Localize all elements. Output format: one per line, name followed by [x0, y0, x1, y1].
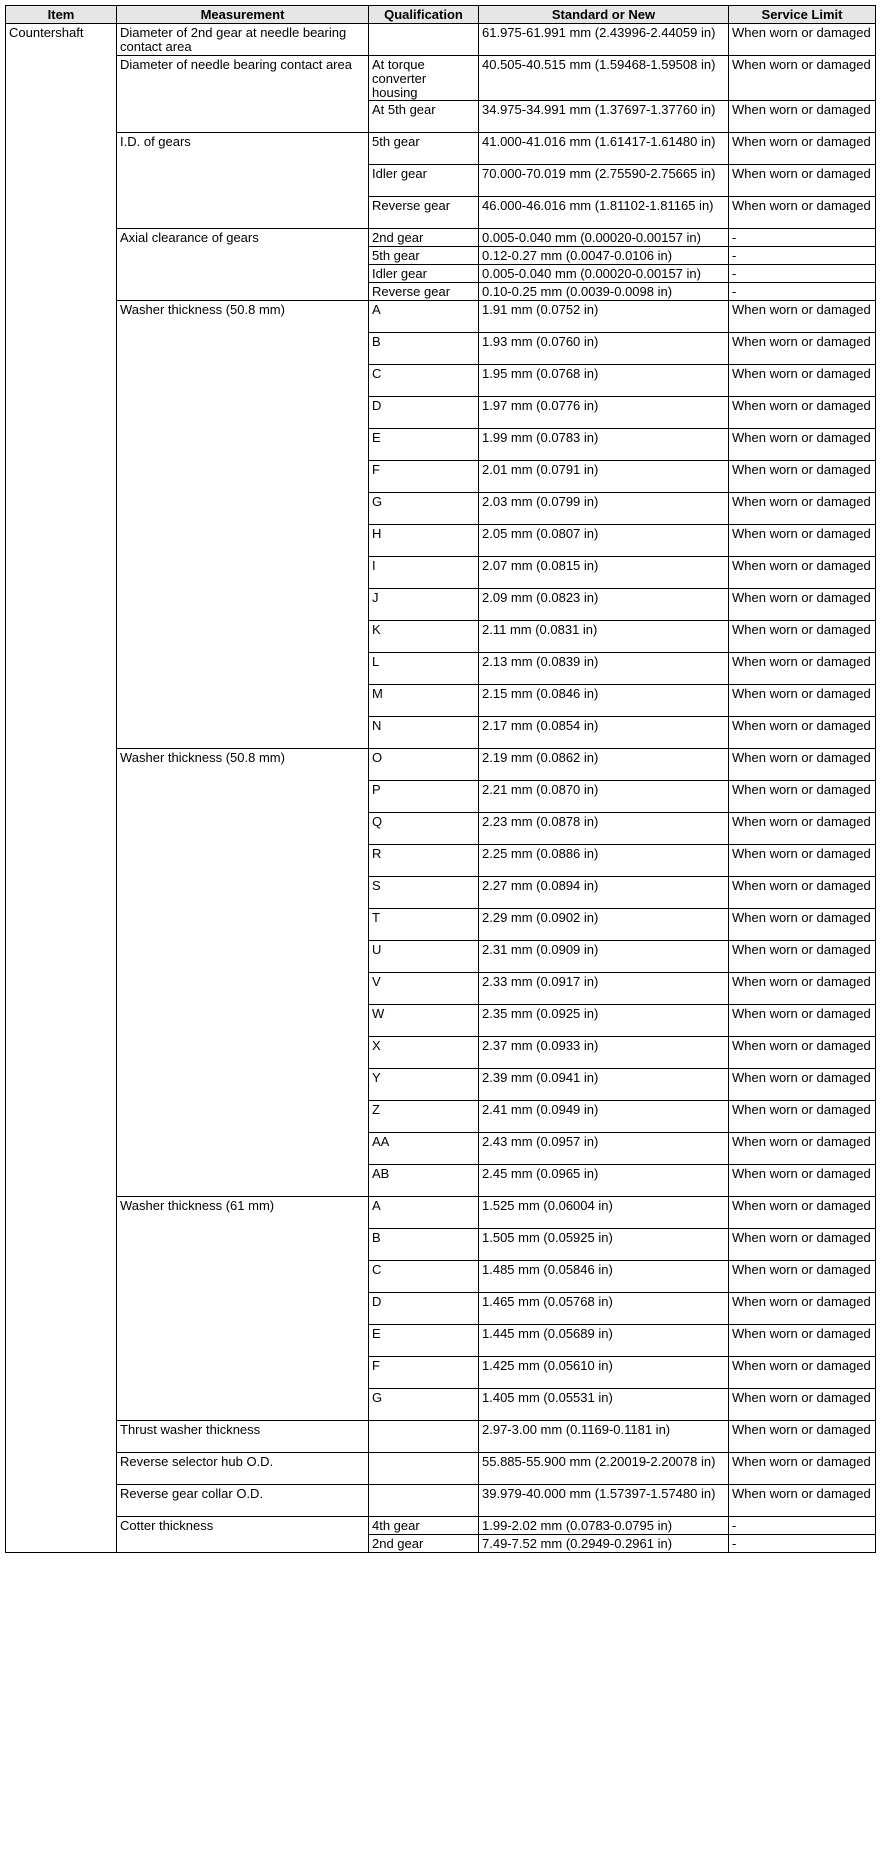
specifications-table	[5, 5, 876, 1553]
cell-standard: 2.97-3.00 mm (0.1169-0.1181 in)	[479, 1421, 729, 1453]
cell-service-limit: When worn or damaged	[729, 397, 876, 429]
cell-qualification: AB	[369, 1165, 479, 1197]
cell-service-limit: When worn or damaged	[729, 1325, 876, 1357]
cell-service-limit: When worn or damaged	[729, 525, 876, 557]
cell-standard: 2.37 mm (0.0933 in)	[479, 1037, 729, 1069]
cell-service-limit: When worn or damaged	[729, 1261, 876, 1293]
cell-standard: 0.12-0.27 mm (0.0047-0.0106 in)	[479, 247, 729, 265]
cell-qualification: At 5th gear	[369, 101, 479, 133]
cell-qualification: E	[369, 1325, 479, 1357]
cell-service-limit: When worn or damaged	[729, 685, 876, 717]
cell-measurement: Cotter thickness	[117, 1517, 369, 1553]
cell-service-limit: When worn or damaged	[729, 941, 876, 973]
cell-qualification: N	[369, 717, 479, 749]
cell-qualification: 5th gear	[369, 133, 479, 165]
cell-standard: 2.29 mm (0.0902 in)	[479, 909, 729, 941]
cell-service-limit: When worn or damaged	[729, 557, 876, 589]
cell-standard: 2.17 mm (0.0854 in)	[479, 717, 729, 749]
cell-qualification: T	[369, 909, 479, 941]
cell-standard: 2.45 mm (0.0965 in)	[479, 1165, 729, 1197]
cell-standard: 1.99 mm (0.0783 in)	[479, 429, 729, 461]
cell-service-limit: When worn or damaged	[729, 1069, 876, 1101]
cell-standard: 2.33 mm (0.0917 in)	[479, 973, 729, 1005]
cell-standard: 0.10-0.25 mm (0.0039-0.0098 in)	[479, 283, 729, 301]
cell-standard: 2.27 mm (0.0894 in)	[479, 877, 729, 909]
header-qualification: Qualification	[369, 6, 479, 24]
cell-service-limit: -	[729, 247, 876, 265]
cell-qualification: X	[369, 1037, 479, 1069]
cell-qualification: Idler gear	[369, 265, 479, 283]
cell-service-limit: -	[729, 283, 876, 301]
cell-standard: 55.885-55.900 mm (2.20019-2.20078 in)	[479, 1453, 729, 1485]
cell-qualification: E	[369, 429, 479, 461]
table-row	[6, 301, 876, 333]
cell-service-limit: When worn or damaged	[729, 101, 876, 133]
cell-measurement: Reverse gear collar O.D.	[117, 1485, 369, 1517]
cell-qualification: R	[369, 845, 479, 877]
cell-service-limit: When worn or damaged	[729, 1293, 876, 1325]
table-header-row	[6, 6, 876, 24]
table-row	[6, 1197, 876, 1229]
cell-qualification: Idler gear	[369, 165, 479, 197]
table-row	[6, 1485, 876, 1517]
table-row	[6, 1453, 876, 1485]
cell-service-limit: -	[729, 265, 876, 283]
cell-service-limit: When worn or damaged	[729, 909, 876, 941]
cell-standard: 2.03 mm (0.0799 in)	[479, 493, 729, 525]
cell-standard: 2.01 mm (0.0791 in)	[479, 461, 729, 493]
cell-qualification: C	[369, 365, 479, 397]
cell-standard: 2.15 mm (0.0846 in)	[479, 685, 729, 717]
cell-standard: 34.975-34.991 mm (1.37697-1.37760 in)	[479, 101, 729, 133]
cell-qualification: Q	[369, 813, 479, 845]
cell-service-limit: When worn or damaged	[729, 1101, 876, 1133]
cell-service-limit: When worn or damaged	[729, 56, 876, 101]
cell-standard: 1.91 mm (0.0752 in)	[479, 301, 729, 333]
cell-service-limit: When worn or damaged	[729, 493, 876, 525]
cell-qualification: Z	[369, 1101, 479, 1133]
cell-qualification: Reverse gear	[369, 197, 479, 229]
cell-service-limit: When worn or damaged	[729, 1037, 876, 1069]
table-row	[6, 56, 876, 101]
cell-service-limit: When worn or damaged	[729, 589, 876, 621]
cell-standard: 2.19 mm (0.0862 in)	[479, 749, 729, 781]
cell-service-limit: When worn or damaged	[729, 1357, 876, 1389]
cell-qualification: L	[369, 653, 479, 685]
cell-qualification: W	[369, 1005, 479, 1037]
cell-qualification: C	[369, 1261, 479, 1293]
cell-measurement: Diameter of needle bearing contact area	[117, 56, 369, 133]
table-row	[6, 1517, 876, 1535]
cell-service-limit: When worn or damaged	[729, 301, 876, 333]
cell-service-limit: When worn or damaged	[729, 1389, 876, 1421]
cell-qualification: S	[369, 877, 479, 909]
cell-standard: 40.505-40.515 mm (1.59468-1.59508 in)	[479, 56, 729, 101]
cell-qualification: B	[369, 1229, 479, 1261]
header-measurement: Measurement	[117, 6, 369, 24]
cell-standard: 2.25 mm (0.0886 in)	[479, 845, 729, 877]
cell-standard: 1.97 mm (0.0776 in)	[479, 397, 729, 429]
cell-standard: 0.005-0.040 mm (0.00020-0.00157 in)	[479, 229, 729, 247]
cell-item: Countershaft	[6, 24, 117, 1553]
cell-qualification: M	[369, 685, 479, 717]
cell-qualification: F	[369, 1357, 479, 1389]
cell-measurement: Washer thickness (50.8 mm)	[117, 301, 369, 749]
cell-standard: 1.99-2.02 mm (0.0783-0.0795 in)	[479, 1517, 729, 1535]
cell-qualification: A	[369, 1197, 479, 1229]
table-row	[6, 133, 876, 165]
header-item: Item	[6, 6, 117, 24]
cell-service-limit: When worn or damaged	[729, 1229, 876, 1261]
table-row	[6, 1421, 876, 1453]
cell-qualification: Y	[369, 1069, 479, 1101]
cell-standard: 46.000-46.016 mm (1.81102-1.81165 in)	[479, 197, 729, 229]
header-standard: Standard or New	[479, 6, 729, 24]
cell-standard: 70.000-70.019 mm (2.75590-2.75665 in)	[479, 165, 729, 197]
cell-measurement: Thrust washer thickness	[117, 1421, 369, 1453]
cell-service-limit: When worn or damaged	[729, 1421, 876, 1453]
cell-standard: 39.979-40.000 mm (1.57397-1.57480 in)	[479, 1485, 729, 1517]
cell-standard: 1.465 mm (0.05768 in)	[479, 1293, 729, 1325]
cell-standard: 1.93 mm (0.0760 in)	[479, 333, 729, 365]
cell-qualification: 2nd gear	[369, 229, 479, 247]
cell-service-limit: When worn or damaged	[729, 781, 876, 813]
cell-standard: 2.35 mm (0.0925 in)	[479, 1005, 729, 1037]
cell-standard: 1.405 mm (0.05531 in)	[479, 1389, 729, 1421]
cell-service-limit: When worn or damaged	[729, 1165, 876, 1197]
cell-qualification: A	[369, 301, 479, 333]
cell-service-limit: When worn or damaged	[729, 1453, 876, 1485]
table-row	[6, 229, 876, 247]
cell-standard: 2.11 mm (0.0831 in)	[479, 621, 729, 653]
cell-standard: 2.43 mm (0.0957 in)	[479, 1133, 729, 1165]
table-body	[6, 24, 876, 1553]
cell-service-limit: When worn or damaged	[729, 749, 876, 781]
cell-service-limit: When worn or damaged	[729, 813, 876, 845]
cell-standard: 2.13 mm (0.0839 in)	[479, 653, 729, 685]
cell-standard: 41.000-41.016 mm (1.61417-1.61480 in)	[479, 133, 729, 165]
cell-service-limit: When worn or damaged	[729, 1133, 876, 1165]
cell-service-limit: -	[729, 229, 876, 247]
cell-qualification: D	[369, 397, 479, 429]
cell-qualification: I	[369, 557, 479, 589]
cell-qualification: B	[369, 333, 479, 365]
cell-qualification: G	[369, 1389, 479, 1421]
cell-standard: 2.21 mm (0.0870 in)	[479, 781, 729, 813]
cell-qualification: K	[369, 621, 479, 653]
cell-standard: 2.07 mm (0.0815 in)	[479, 557, 729, 589]
cell-standard: 0.005-0.040 mm (0.00020-0.00157 in)	[479, 265, 729, 283]
cell-measurement: I.D. of gears	[117, 133, 369, 229]
cell-service-limit: When worn or damaged	[729, 877, 876, 909]
cell-standard: 1.445 mm (0.05689 in)	[479, 1325, 729, 1357]
cell-standard: 2.05 mm (0.0807 in)	[479, 525, 729, 557]
cell-qualification	[369, 1453, 479, 1485]
cell-qualification: H	[369, 525, 479, 557]
cell-service-limit: When worn or damaged	[729, 845, 876, 877]
cell-measurement: Reverse selector hub O.D.	[117, 1453, 369, 1485]
cell-standard: 2.41 mm (0.0949 in)	[479, 1101, 729, 1133]
cell-standard: 1.505 mm (0.05925 in)	[479, 1229, 729, 1261]
cell-standard: 1.95 mm (0.0768 in)	[479, 365, 729, 397]
cell-qualification: F	[369, 461, 479, 493]
cell-standard: 7.49-7.52 mm (0.2949-0.2961 in)	[479, 1535, 729, 1553]
cell-qualification: AA	[369, 1133, 479, 1165]
table-row	[6, 24, 876, 56]
cell-qualification: 5th gear	[369, 247, 479, 265]
cell-standard: 1.485 mm (0.05846 in)	[479, 1261, 729, 1293]
cell-service-limit: When worn or damaged	[729, 621, 876, 653]
cell-service-limit: When worn or damaged	[729, 973, 876, 1005]
cell-standard: 2.39 mm (0.0941 in)	[479, 1069, 729, 1101]
cell-service-limit: When worn or damaged	[729, 717, 876, 749]
cell-service-limit: When worn or damaged	[729, 365, 876, 397]
cell-service-limit: When worn or damaged	[729, 1197, 876, 1229]
cell-service-limit: -	[729, 1535, 876, 1553]
cell-service-limit: When worn or damaged	[729, 165, 876, 197]
cell-qualification	[369, 24, 479, 56]
cell-standard: 2.31 mm (0.0909 in)	[479, 941, 729, 973]
cell-service-limit: When worn or damaged	[729, 429, 876, 461]
cell-service-limit: When worn or damaged	[729, 653, 876, 685]
cell-qualification: O	[369, 749, 479, 781]
cell-measurement: Washer thickness (61 mm)	[117, 1197, 369, 1421]
cell-standard: 2.09 mm (0.0823 in)	[479, 589, 729, 621]
cell-qualification: U	[369, 941, 479, 973]
cell-standard: 1.425 mm (0.05610 in)	[479, 1357, 729, 1389]
cell-standard: 61.975-61.991 mm (2.43996-2.44059 in)	[479, 24, 729, 56]
cell-service-limit: When worn or damaged	[729, 333, 876, 365]
cell-qualification: At torque converter housing	[369, 56, 479, 101]
cell-measurement: Axial clearance of gears	[117, 229, 369, 301]
cell-standard: 2.23 mm (0.0878 in)	[479, 813, 729, 845]
cell-qualification: 2nd gear	[369, 1535, 479, 1553]
cell-qualification	[369, 1421, 479, 1453]
cell-qualification: Reverse gear	[369, 283, 479, 301]
cell-measurement: Diameter of 2nd gear at needle bearing contact area	[117, 24, 369, 56]
cell-service-limit: When worn or damaged	[729, 24, 876, 56]
cell-measurement: Washer thickness (50.8 mm)	[117, 749, 369, 1197]
cell-qualification: V	[369, 973, 479, 1005]
cell-qualification: G	[369, 493, 479, 525]
cell-service-limit: -	[729, 1517, 876, 1535]
cell-standard: 1.525 mm (0.06004 in)	[479, 1197, 729, 1229]
cell-qualification: D	[369, 1293, 479, 1325]
table-row	[6, 749, 876, 781]
cell-qualification: J	[369, 589, 479, 621]
cell-qualification: 4th gear	[369, 1517, 479, 1535]
header-service-limit: Service Limit	[729, 6, 876, 24]
cell-service-limit: When worn or damaged	[729, 133, 876, 165]
cell-service-limit: When worn or damaged	[729, 1485, 876, 1517]
cell-service-limit: When worn or damaged	[729, 1005, 876, 1037]
cell-service-limit: When worn or damaged	[729, 197, 876, 229]
cell-qualification	[369, 1485, 479, 1517]
cell-qualification: P	[369, 781, 479, 813]
cell-service-limit: When worn or damaged	[729, 461, 876, 493]
